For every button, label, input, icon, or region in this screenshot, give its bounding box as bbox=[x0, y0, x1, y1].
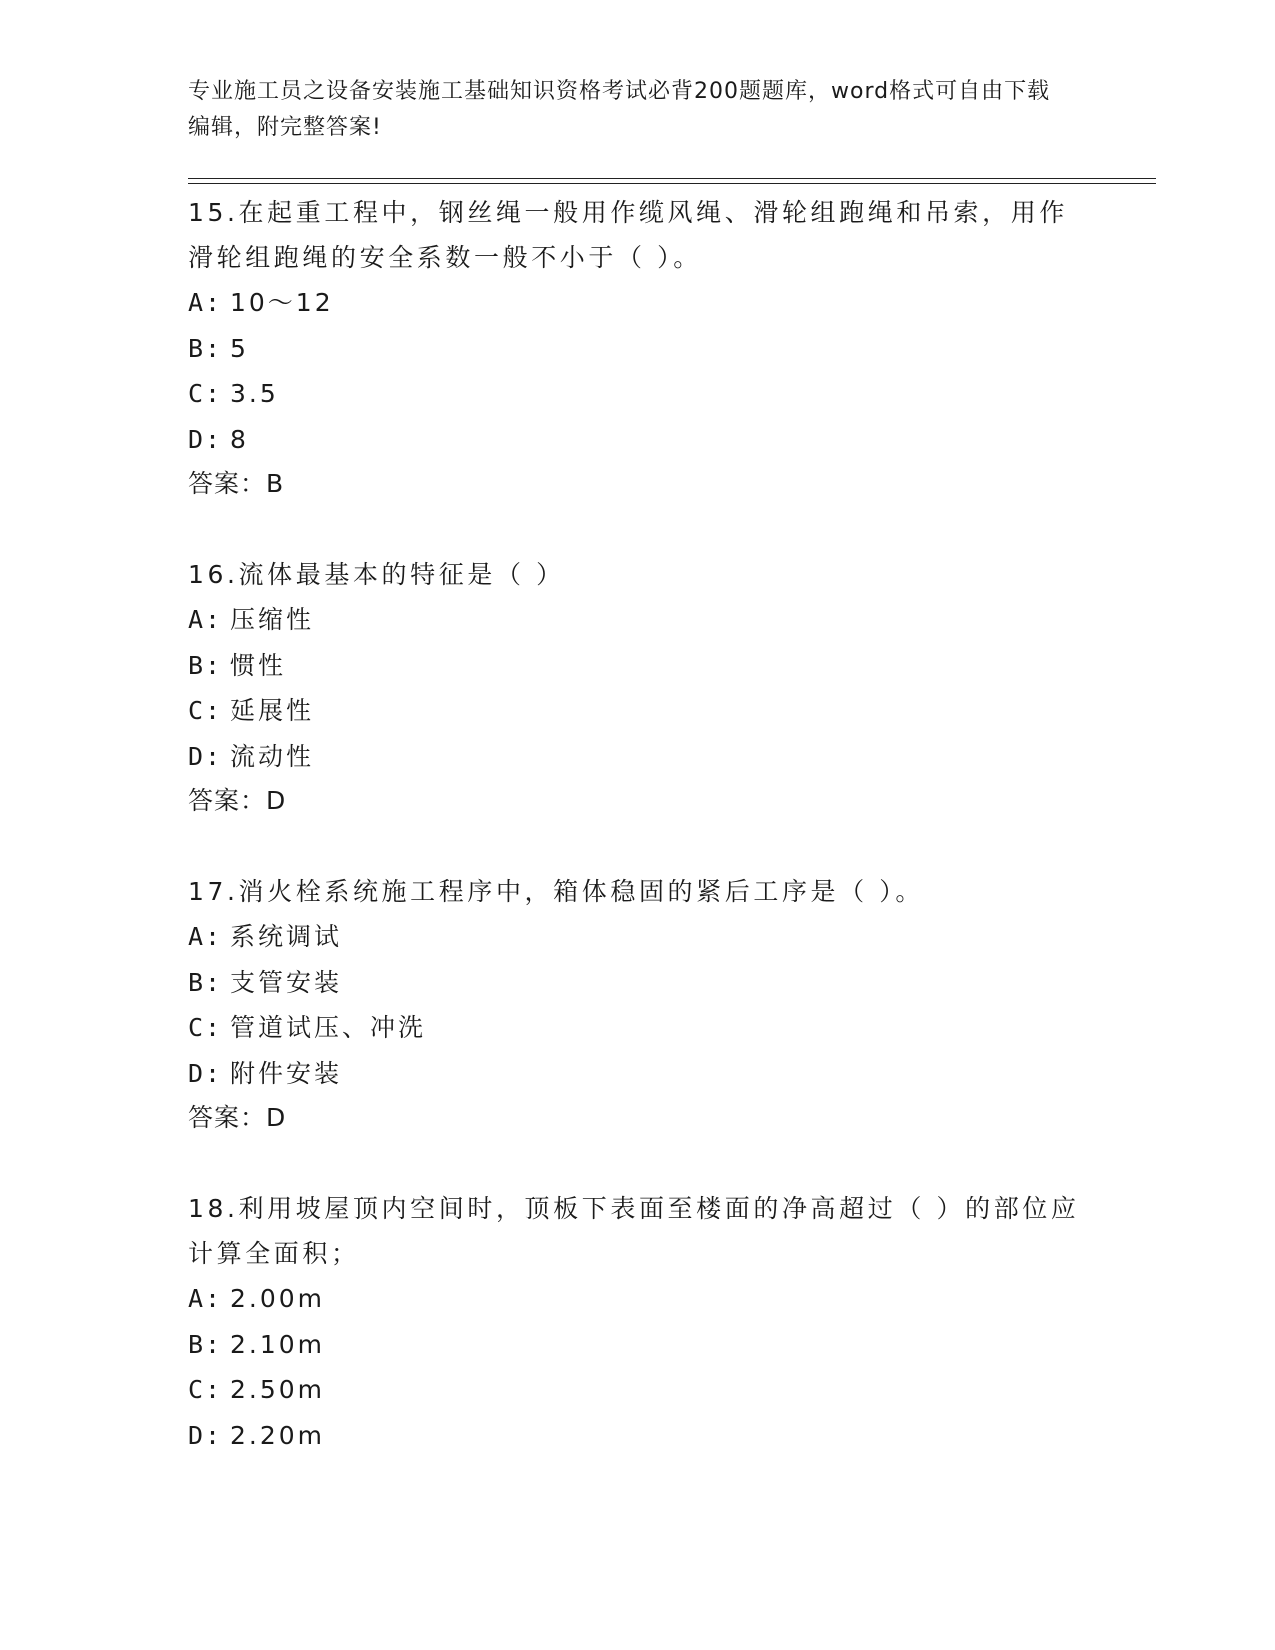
option-text: 2.20m bbox=[230, 1420, 326, 1450]
option-a bbox=[188, 1276, 1088, 1322]
option-label: A: bbox=[188, 605, 223, 634]
option-text: 系统调试 bbox=[230, 922, 343, 951]
question-block-18 bbox=[188, 1186, 1088, 1458]
option-text: 支管安装 bbox=[230, 967, 343, 997]
option-a bbox=[188, 280, 1088, 326]
answer-line: 答案：D bbox=[188, 1103, 287, 1132]
option-b bbox=[188, 960, 1088, 1006]
option-b bbox=[188, 643, 1088, 689]
question-text: 15.在起重工程中，钢丝绳一般用作缆风绳、滑轮组跑绳和吊索，用作滑轮组跑绳的安全系数一般不小于（ ）。 bbox=[188, 198, 1068, 272]
option-text: 附件安装 bbox=[230, 1058, 343, 1088]
option-text: 10～12 bbox=[230, 288, 334, 317]
answer-line: 答案：B bbox=[188, 469, 285, 498]
option-c bbox=[188, 1005, 1088, 1051]
option-label: A: bbox=[188, 1284, 223, 1313]
option-text: 3.5 bbox=[230, 379, 279, 408]
option-label: B: bbox=[188, 333, 223, 363]
option-b bbox=[188, 1322, 1088, 1368]
answer-line: 答案：D bbox=[188, 786, 287, 815]
option-text: 流动性 bbox=[230, 741, 315, 771]
option-d bbox=[188, 1413, 1088, 1459]
question-block-16 bbox=[188, 552, 1088, 823]
option-label: B: bbox=[188, 650, 223, 680]
option-c bbox=[188, 1367, 1088, 1413]
option-text: 2.50m bbox=[230, 1375, 326, 1404]
option-d bbox=[188, 1051, 1088, 1097]
question-text: 18.利用坡屋顶内空间时，顶板下表面至楼面的净高超过（ ）的部位应计算全面积； bbox=[188, 1194, 1080, 1268]
option-label: D: bbox=[188, 741, 223, 771]
option-label: D: bbox=[188, 1420, 223, 1450]
option-d bbox=[188, 734, 1088, 780]
option-text: 惯性 bbox=[230, 650, 287, 680]
header-divider-bottom bbox=[188, 183, 1156, 184]
option-label: B: bbox=[188, 967, 223, 997]
option-c bbox=[188, 371, 1088, 417]
option-text: 5 bbox=[230, 333, 249, 363]
option-label: C: bbox=[188, 696, 223, 725]
question-block-15 bbox=[188, 190, 1088, 506]
option-d bbox=[188, 417, 1088, 463]
option-b bbox=[188, 326, 1088, 372]
question-text: 17.消火栓系统施工程序中，箱体稳固的紧后工序是（ ）。 bbox=[188, 877, 925, 906]
option-a bbox=[188, 914, 1088, 960]
question-text: 16.流体最基本的特征是（ ） bbox=[188, 560, 565, 589]
option-label: A: bbox=[188, 288, 223, 317]
option-a bbox=[188, 597, 1088, 643]
option-label: D: bbox=[188, 424, 223, 454]
option-label: C: bbox=[188, 1375, 223, 1404]
document-header: 专业施工员之设备安装施工基础知识资格考试必背200题题库，word格式可自由下载编辑，附完整答案! bbox=[188, 79, 1051, 140]
option-label: C: bbox=[188, 379, 223, 408]
option-text: 压缩性 bbox=[230, 605, 315, 634]
option-text: 8 bbox=[230, 424, 249, 454]
question-list bbox=[188, 190, 1088, 1504]
option-text: 管道试压、冲洗 bbox=[230, 1013, 427, 1042]
option-label: C: bbox=[188, 1013, 223, 1042]
option-c bbox=[188, 688, 1088, 734]
option-text: 2.10m bbox=[230, 1329, 326, 1359]
option-text: 2.00m bbox=[230, 1284, 326, 1313]
option-text: 延展性 bbox=[230, 696, 315, 725]
header-divider-top bbox=[188, 178, 1156, 179]
option-label: B: bbox=[188, 1329, 223, 1359]
question-block-17 bbox=[188, 869, 1088, 1140]
option-label: D: bbox=[188, 1058, 223, 1088]
option-label: A: bbox=[188, 922, 223, 951]
